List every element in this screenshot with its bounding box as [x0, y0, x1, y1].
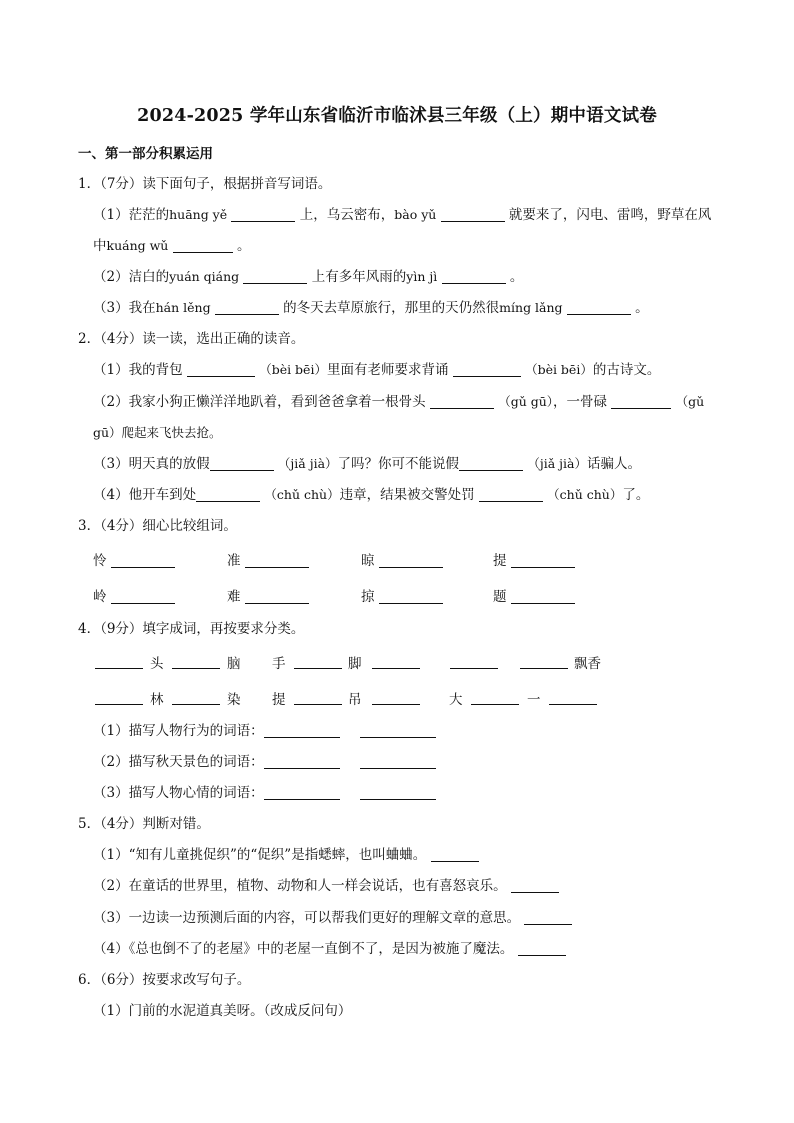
answer-blank[interactable]	[245, 553, 309, 568]
question-5-line-4: （4）《总也倒不了的老屋》中的老屋一直倒不了，是因为被施了魔法。	[93, 939, 566, 959]
pinyin: bào yǔ	[394, 207, 437, 222]
answer-blank[interactable]	[372, 690, 420, 705]
answer-blank[interactable]	[111, 553, 175, 568]
answer-blank[interactable]	[172, 690, 220, 705]
answer-blank[interactable]	[379, 589, 443, 604]
question-4-heading: 4．（9分）填字成词，再按要求分类。	[78, 621, 305, 637]
answer-blank[interactable]	[111, 589, 175, 604]
answer-blank[interactable]	[173, 238, 233, 253]
question-2-heading: 2．（4分）读一读，选出正确的读音。	[78, 331, 305, 347]
answer-blank[interactable]	[518, 941, 566, 956]
answer-blank[interactable]	[360, 785, 436, 800]
question-5-line-2: （2）在童话的世界里，植物、动物和人一样会说话，也有喜怒哀乐。	[93, 876, 559, 896]
question-4-category-3: （3）描写人物心情的词语：	[93, 783, 436, 803]
question-1-line-1: （1）茫茫的huāng yě 上，乌云密布，bào yǔ 就要来了，闪电、雷鸣，野草在风	[93, 207, 712, 223]
answer-blank[interactable]	[479, 487, 543, 502]
question-2-line-4: （4）他开车到处 （chǔ chù）违章，结果被交警处罚 （chǔ chù）了。	[93, 487, 650, 503]
answer-blank[interactable]	[95, 654, 143, 669]
answer-blank[interactable]	[431, 847, 479, 862]
answer-blank[interactable]	[264, 723, 340, 738]
question-2-line-1: （1）我的背包 （bèi bēi）里面有老师要求背诵 （bèi bēi）的古诗文。	[93, 362, 661, 378]
answer-blank[interactable]	[245, 589, 309, 604]
question-5-heading: 5．（4分）判断对错。	[78, 816, 210, 832]
answer-blank[interactable]	[611, 394, 671, 409]
question-4-category-1: （1）描写人物行为的词语：	[93, 721, 436, 741]
answer-blank[interactable]	[567, 300, 631, 315]
answer-blank[interactable]	[231, 207, 295, 222]
question-2-line-3: （3）明天真的放假 （jiǎ jià）了吗？你可不能说假 （jiǎ jià）话骗人。	[93, 456, 641, 472]
answer-blank[interactable]	[172, 654, 220, 669]
section-heading: 一、第一部分积累运用	[78, 146, 213, 162]
pinyin: kuáng wǔ	[106, 238, 169, 253]
answer-blank[interactable]	[459, 456, 523, 471]
answer-blank[interactable]	[264, 754, 340, 769]
question-5-line-1: （1）“知有儿童挑促织”的“促织”是指蟋蟀，也叫蛐蛐。	[93, 845, 479, 865]
answer-blank[interactable]	[511, 589, 575, 604]
answer-blank[interactable]	[264, 785, 340, 800]
exam-page: 2024-2025 学年山东省临沂市临沭县三年级（上）期中语文试卷 一、第一部分积累运用 1．（7分）读下面句子，根据拼音写词语。 （1）茫茫的huāng yě 上，乌云密布，bào yǔ 就要来了，闪电、雷鸣，野草在风 中kuáng wǔ 。 （2）洁白的yuán qiáng 上有多年风雨的yìn jì 。 （3）我在hán lěng 的冬天去草原旅行，那里的天仍然很míng lǎng 。 2．（4分）读一读，选出正确的读音。 （1）我的背包 （bèi bēi）里面有老师要求背诵 （bèi bēi）的古诗文。 （2）我家小狗正懒洋洋地趴着，看到爸爸拿着一根骨头 （gǔ gū），一骨碌 （gǔ gū）爬起来飞快去抢。 （3）明天真的放假 （jiǎ jià）了吗？你可不能说假 （jiǎ jià）话骗人。 （4）他开车到处 （chǔ chù）违章，结果被交警处罚 （chǔ chù）了。 3．（4分）细心比较组词。 怜 准 晾 提 岭 难 掠 题 4．（9分）填字成词，再按要求分类。 头 脑 手 脚 飘香 林 染 提 吊 大 一 （1）描写人物行为的词语： （2）描写秋天景色的词语： （3）描写人物心情的词语： 5．（4分）判断对错。 （1）“知有儿童挑促织”的“促织”是指蟋蟀，也叫蛐蛐。 （2）在童话的世界里，植物、动物和人一样会说话，也有喜怒哀乐。 （3）一边读一边预测后面的内容，可以帮我们更好的理解文章的意思。 （4）《总也倒不了的老屋》中的老屋一直倒不了，是因为被施了魔法。 6．（6分）按要求改写句子。 （1）门前的水泥道真美呀。（改成反问句）	[0, 0, 794, 1123]
question-4-category-2: （2）描写秋天景色的词语：	[93, 752, 436, 772]
answer-blank[interactable]	[243, 269, 307, 284]
question-6-line-1: （1）门前的水泥道真美呀。（改成反问句）	[93, 1003, 352, 1019]
answer-blank[interactable]	[360, 754, 436, 769]
answer-blank[interactable]	[441, 207, 505, 222]
question-1-heading: 1．（7分）读下面句子，根据拼音写词语。	[78, 176, 332, 192]
pinyin: yìn jì	[406, 269, 438, 284]
pinyin: hán lěng	[155, 300, 211, 315]
question-1-line-1-cont: 中kuáng wǔ 。	[93, 238, 251, 254]
answer-blank[interactable]	[294, 690, 342, 705]
pinyin: huāng yě	[169, 207, 228, 222]
answer-blank[interactable]	[453, 362, 521, 377]
answer-blank[interactable]	[95, 690, 143, 705]
question-2-line-2-cont: gū）爬起来飞快去抢。	[93, 425, 222, 440]
answer-blank[interactable]	[196, 487, 260, 502]
question-2-line-2: （2）我家小狗正懒洋洋地趴着，看到爸爸拿着一根骨头 （gǔ gū），一骨碌 （gǔ	[93, 394, 705, 410]
answer-blank[interactable]	[520, 654, 568, 669]
answer-blank[interactable]	[187, 362, 255, 377]
answer-blank[interactable]	[549, 690, 597, 705]
question-5-line-3: （3）一边读一边预测后面的内容，可以帮我们更好的理解文章的意思。	[93, 908, 572, 928]
answer-blank[interactable]	[372, 654, 420, 669]
answer-blank[interactable]	[210, 456, 274, 471]
question-6-heading: 6．（6分）按要求改写句子。	[78, 972, 251, 988]
answer-blank[interactable]	[442, 269, 506, 284]
question-1-line-3: （3）我在hán lěng 的冬天去草原旅行，那里的天仍然很míng lǎng 。	[93, 300, 649, 316]
answer-blank[interactable]	[511, 878, 559, 893]
answer-blank[interactable]	[294, 654, 342, 669]
answer-blank[interactable]	[450, 654, 498, 669]
answer-blank[interactable]	[215, 300, 279, 315]
page-title: 2024-2025 学年山东省临沂市临沭县三年级（上）期中语文试卷	[137, 106, 657, 126]
question-1-line-2: （2）洁白的yuán qiáng 上有多年风雨的yìn jì 。	[93, 269, 524, 285]
answer-blank[interactable]	[430, 394, 494, 409]
question-3-heading: 3．（4分）细心比较组词。	[78, 518, 237, 534]
answer-blank[interactable]	[511, 553, 575, 568]
answer-blank[interactable]	[360, 723, 436, 738]
pinyin: míng lǎng	[499, 300, 563, 315]
answer-blank[interactable]	[524, 910, 572, 925]
pinyin: yuán qiáng	[169, 269, 240, 284]
answer-blank[interactable]	[471, 690, 519, 705]
answer-blank[interactable]	[379, 553, 443, 568]
